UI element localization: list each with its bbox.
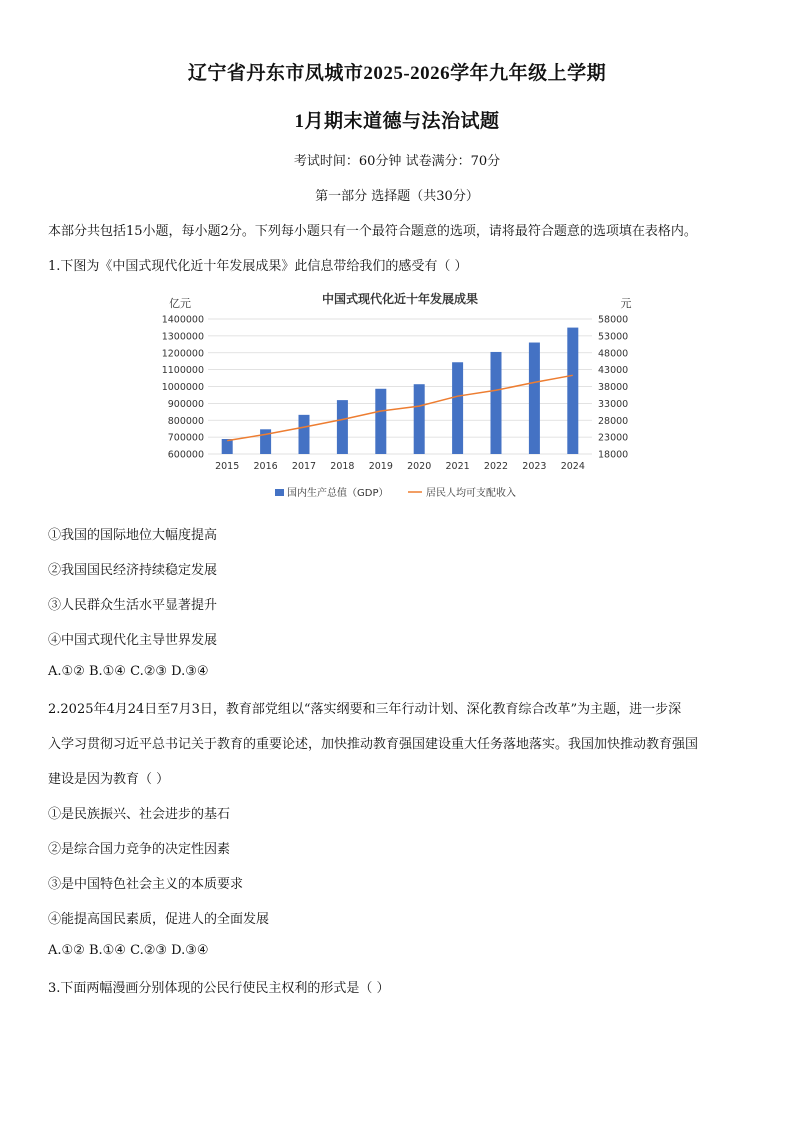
question-1-option-3: ③人民群众生活水平显著提升 bbox=[48, 598, 218, 613]
gdp-bar bbox=[299, 415, 310, 454]
gdp-bar bbox=[452, 362, 463, 454]
x-axis-tick-label: 2021 bbox=[445, 461, 470, 472]
right-axis-tick-label: 38000 bbox=[598, 382, 629, 393]
question-2-stem-line1: 2.2025年4月24日至7月3日，教育部党组以“落实纲要和三年行动计划、深化教育综合改革”为主题，进一步深 bbox=[48, 702, 682, 717]
gdp-bar bbox=[375, 389, 386, 454]
development-chart bbox=[150, 286, 650, 506]
right-axis-tick-label: 48000 bbox=[598, 348, 629, 360]
exam-title-line1: 辽宁省丹东市凤城市2025-2026学年九年级上学期 bbox=[187, 63, 607, 84]
right-axis-tick-label: 23000 bbox=[598, 432, 629, 444]
x-axis-tick-label: 2019 bbox=[368, 461, 393, 472]
left-axis-tick-label: 700000 bbox=[167, 432, 204, 444]
right-axis-tick-label: 53000 bbox=[598, 331, 629, 343]
right-axis-tick-label: 33000 bbox=[598, 398, 629, 410]
question-2-option-2: ②是综合国力竞争的决定性因素 bbox=[48, 842, 231, 857]
gdp-bar bbox=[337, 400, 348, 454]
left-axis-tick-label: 900000 bbox=[167, 398, 204, 410]
question-1-stem: 1.下图为《中国式现代化近十年发展成果》此信息带给我们的感受有（ ） bbox=[48, 259, 468, 274]
question-1-option-4: ④中国式现代化主导世界发展 bbox=[48, 633, 218, 648]
right-axis-tick-label: 58000 bbox=[598, 314, 629, 326]
right-axis-tick-label: 43000 bbox=[598, 365, 629, 377]
section-instruction: 本部分共包括15小题，每小题2分。下列每小题只有一个最符合题意的选项，请将最符合题意的选项填在表格内。 bbox=[48, 224, 697, 239]
question-3-stem: 3.下面两幅漫画分别体现的公民行使民主权利的形式是（ ） bbox=[48, 981, 390, 996]
gdp-bar bbox=[529, 343, 540, 454]
right-axis-tick-label: 18000 bbox=[598, 449, 629, 461]
income-line bbox=[227, 375, 573, 440]
left-axis-tick-label: 1200000 bbox=[161, 348, 204, 360]
right-axis-unit: 元 bbox=[620, 297, 632, 310]
x-axis-tick-label: 2015 bbox=[215, 461, 240, 472]
x-axis-tick-label: 2017 bbox=[291, 461, 317, 472]
question-1-option-1: ①我国的国际地位大幅度提高 bbox=[48, 528, 218, 543]
legend-income-label: 居民人均可支配收入 bbox=[426, 488, 516, 499]
x-axis-tick-label: 2024 bbox=[560, 461, 585, 472]
gdp-bar bbox=[222, 439, 233, 454]
chart-svg bbox=[150, 286, 650, 506]
question-2-option-3: ③是中国特色社会主义的本质要求 bbox=[48, 877, 244, 892]
question-2-stem-line3: 建设是因为教育（ ） bbox=[48, 772, 170, 787]
exam-info: 考试时间：60分钟 试卷满分：70分 bbox=[293, 154, 501, 169]
gdp-bar bbox=[567, 328, 578, 454]
question-1-choices: A.①② B.①④ C.②③ D.③④ bbox=[48, 664, 209, 679]
x-axis-tick-label: 2020 bbox=[407, 461, 432, 472]
x-axis-tick-label: 2016 bbox=[253, 461, 278, 472]
question-2-option-1: ①是民族振兴、社会进步的基石 bbox=[48, 807, 231, 822]
question-1-option-2: ②我国国民经济持续稳定发展 bbox=[48, 563, 218, 578]
left-axis-tick-label: 1400000 bbox=[161, 314, 204, 326]
question-2-choices: A.①② B.①④ C.②③ D.③④ bbox=[48, 943, 209, 958]
exam-title-line2: 1月期末道德与法治试题 bbox=[294, 111, 500, 132]
left-axis-tick-label: 1000000 bbox=[161, 382, 204, 393]
legend-gdp-swatch bbox=[275, 489, 284, 496]
question-2-stem-line2: 入学习贯彻习近平总书记关于教育的重要论述，加快推动教育强国建设重大任务落地落实。我国加快推动教育强国 bbox=[48, 737, 699, 752]
left-axis-tick-label: 1100000 bbox=[161, 365, 204, 377]
left-axis-tick-label: 1300000 bbox=[161, 331, 204, 343]
left-axis-unit: 亿元 bbox=[169, 297, 191, 310]
question-2-option-4: ④能提高国民素质，促进人的全面发展 bbox=[48, 912, 270, 927]
x-axis-tick-label: 2023 bbox=[522, 461, 547, 472]
x-axis-tick-label: 2018 bbox=[330, 461, 355, 472]
x-axis-tick-label: 2022 bbox=[483, 461, 509, 472]
chart-title: 中国式现代化近十年发展成果 bbox=[321, 292, 479, 306]
legend-gdp-label: 国内生产总值（GDP） bbox=[287, 488, 389, 499]
gdp-bar bbox=[491, 352, 502, 454]
right-axis-tick-label: 28000 bbox=[598, 415, 629, 427]
gdp-bar bbox=[414, 384, 425, 454]
left-axis-tick-label: 800000 bbox=[167, 415, 204, 427]
section-title: 第一部分 选择题（共30分） bbox=[315, 189, 479, 204]
left-axis-tick-label: 600000 bbox=[167, 449, 204, 461]
